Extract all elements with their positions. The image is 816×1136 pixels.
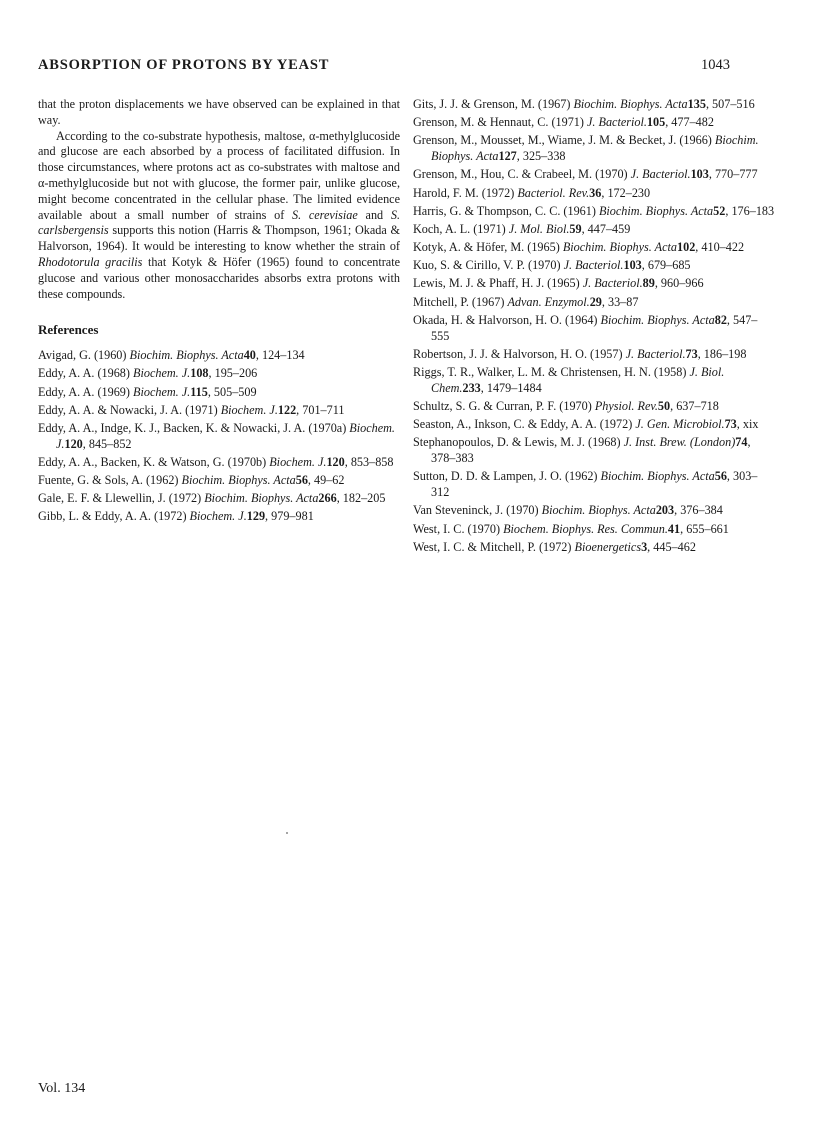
references-list-right — [413, 97, 775, 556]
right-column — [413, 97, 775, 558]
reference-entry: Van Steveninck, J. (1970) Biochim. Biophys. Acta203, 376–384 — [413, 503, 723, 518]
body-paragraph-1: that the proton displacements we have observed can be explained in that way. — [38, 97, 400, 127]
reference-entry: Lewis, M. J. & Phaff, H. J. (1965) J. Bacteriol.89, 960–966 — [413, 276, 704, 291]
reference-entry: Schultz, S. G. & Curran, P. F. (1970) Physiol. Rev.50, 637–718 — [413, 399, 719, 414]
reference-entry: Harold, F. M. (1972) Bacteriol. Rev.36, 172–230 — [413, 185, 651, 200]
reference-entry: Eddy, A. A., Backen, K. & Watson, G. (1970b) Biochem. J.120, 853–858 — [38, 454, 394, 469]
reference-entry: Robertson, J. J. & Halvorson, H. O. (1957) J. Bacteriol.73, 186–198 — [413, 346, 747, 361]
reference-entry: Kuo, S. & Cirillo, V. P. (1970) J. Bacteriol.103, 679–685 — [413, 258, 691, 273]
references-list-left — [38, 348, 400, 525]
reference-entry: Mitchell, P. (1967) Advan. Enzymol.29, 33–87 — [413, 294, 639, 309]
reference-entry: Okada, H. & Halvorson, H. O. (1964) Biochim. Biophys. Acta82, 547–555 — [413, 312, 758, 343]
reference-entry: Seaston, A., Inkson, C. & Eddy, A. A. (1972) J. Gen. Microbiol.73, xix — [413, 417, 759, 432]
reference-entry: Gits, J. J. & Grenson, M. (1967) Biochim. Biophys. Acta135, 507–516 — [413, 97, 755, 111]
reference-entry: Eddy, A. A. (1969) Biochem. J.115, 505–509 — [38, 384, 257, 399]
reference-entry: Gale, E. F. & Llewellin, J. (1972) Biochim. Biophys. Acta266, 182–205 — [38, 491, 386, 506]
reference-entry: Eddy, A. A., Indge, K. J., Backen, K. & Nowacki, J. A. (1970a) Biochem. J.120, 845–852 — [38, 420, 395, 451]
stray-mark — [286, 832, 288, 834]
reference-entry: Eddy, A. A. (1968) Biochem. J.108, 195–206 — [38, 366, 258, 381]
page-number: 1043 — [701, 57, 730, 73]
reference-entry: Eddy, A. A. & Nowacki, J. A. (1971) Biochem. J.122, 701–711 — [38, 402, 345, 417]
reference-entry: Grenson, M. & Hennaut, C. (1971) J. Bacteriol.105, 477–482 — [413, 115, 714, 130]
reference-entry: Grenson, M., Hou, C. & Crabeel, M. (1970) J. Bacteriol.103, 770–777 — [413, 167, 758, 182]
reference-entry: Sutton, D. D. & Lampen, J. O. (1962) Biochim. Biophys. Acta56, 303–312 — [413, 469, 758, 500]
reference-entry: Harris, G. & Thompson, C. C. (1961) Biochim. Biophys. Acta52, 176–183 — [413, 203, 775, 218]
reference-entry: West, I. C. (1970) Biochem. Biophys. Res. Commun.41, 655–661 — [413, 521, 729, 536]
reference-entry: Grenson, M., Mousset, M., Wiame, J. M. & Becket, J. (1966) Biochim. Biophys. Acta127, 325–338 — [413, 133, 759, 164]
running-header-title: ABSORPTION OF PROTONS BY YEAST — [38, 57, 330, 73]
left-column — [38, 97, 400, 528]
reference-entry: Stephanopoulos, D. & Lewis, M. J. (1968) J. Inst. Brew. (London)74, 378–383 — [413, 435, 751, 466]
references-heading: References — [38, 322, 99, 338]
volume-footer: Vol. 134 — [38, 1081, 86, 1096]
reference-entry: Riggs, T. R., Walker, L. M. & Christensen, H. N. (1958) J. Biol. Chem.233, 1479–1484 — [413, 365, 725, 395]
body-paragraph-2: According to the co-substrate hypothesis, maltose, α-methylglucoside and glucose are each absorbed by a process of facilitated diffusion. In those circumstances, where protons act as co-substrates with maltose and α-methylglucoside but not with glucose, the former pair, unlike glucose, might become concentrated in the cellular phase. The limited evidence available about a small number of strains of S. cerevisiae and S. carlsbergensis supports this notion (Harris & Thompson, 1961; Okada & Halvorson, 1964). It would be interesting to know whether the strain of Rhodotorula gracilis that Kotyk & Höfer (1965) found to concentrate glucose and various other monosaccharides absorbs extra protons with these compounds. — [38, 128, 400, 301]
reference-entry: Koch, A. L. (1971) J. Mol. Biol.59, 447–459 — [413, 221, 631, 236]
reference-entry: Avigad, G. (1960) Biochim. Biophys. Acta40, 124–134 — [38, 348, 305, 363]
reference-entry: Fuente, G. & Sols, A. (1962) Biochim. Biophys. Acta56, 49–62 — [38, 473, 345, 488]
reference-entry: West, I. C. & Mitchell, P. (1972) Bioenergetics3, 445–462 — [413, 539, 696, 554]
reference-entry: Gibb, L. & Eddy, A. A. (1972) Biochem. J.129, 979–981 — [38, 509, 314, 524]
reference-entry: Kotyk, A. & Höfer, M. (1965) Biochim. Biophys. Acta102, 410–422 — [413, 240, 745, 255]
